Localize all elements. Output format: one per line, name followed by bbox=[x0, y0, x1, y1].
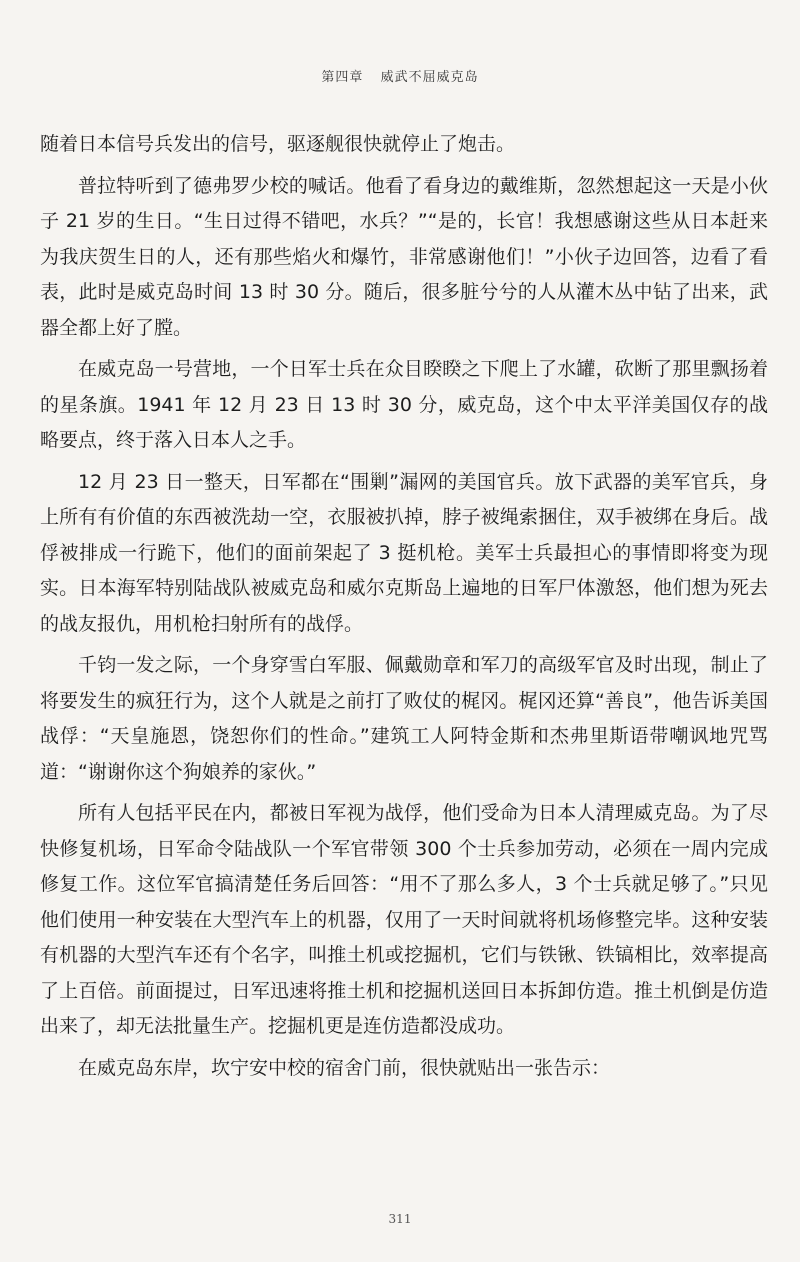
page-number: 311 bbox=[388, 1212, 412, 1226]
paragraph-continuation: 随着日本信号兵发出的信号，驱逐舰很快就停止了炮击。 bbox=[40, 133, 516, 155]
body-text bbox=[40, 127, 768, 1092]
paragraph: 在威克岛东岸，坎宁安中校的宿舍门前，很快就贴出一张告示： bbox=[78, 1056, 611, 1079]
paragraph: 在威克岛一号营地，一个日军士兵在众目睽睽之下爬上了水罐，砍断了那里飘扬着的星条旗。1941 年 12 月 23 日 13 时 30 分，威克岛，这个中太平洋美国仅存的战略要点，终于落入日本人之手。 bbox=[40, 358, 768, 451]
paragraph: 所有人包括平民在内，都被日军视为战俘，他们受命为日本人清理威克岛。为了尽快修复机场，日军命令陆战队一个军官带领 300 个士兵参加劳动，必须在一周内完成修复工作。这位军官搞清楚任务后回答：“用不了那么多人，3 个士兵就足够了。”只见他们使用一种安装在大型汽车上的机器，仅用了一天时间就将机场修整完毕。这种安装有机器的大型汽车还有个名字，叫推土机或挖掘机，它们与铁锹、铁镐相比，效率提高了上百倍。前面提过，日军迅速将推土机和挖掘机送回日本拆卸仿造。推土机倒是仿造出来了，却无法批量生产。挖掘机更是连仿造都没成功。 bbox=[40, 802, 768, 1037]
chapter-title: 威武不屈威克岛 bbox=[380, 70, 479, 85]
running-header bbox=[0, 66, 800, 85]
paragraph: 12 月 23 日一整天，日军都在“围剿”漏网的美国官兵。放下武器的美军官兵，身上所有有价值的东西被洗劫一空，衣服被扒掉，脖子被绳索捆住，双手被绑在身后。战俘被排成一行跪下，他们的面前架起了 3 挺机枪。美军士兵最担心的事情即将变为现实。日本海军特别陆战队被威克岛和威尔克斯岛上遍地的日军尸体激怒，他们想为死去的战友报仇，用机枪扫射所有的战俘。 bbox=[40, 470, 768, 635]
chapter-number: 第四章 bbox=[321, 70, 364, 85]
paragraph: 普拉特听到了德弗罗少校的喊话。他看了看身边的戴维斯，忽然想起这一天是小伙子 21 岁的生日。“生日过得不错吧，水兵？”“是的，长官！我想感谢这些从日本赶来为我庆贺生日的人，还有那些焰火和爆竹，非常感谢他们！”小伙子边回答，边看了看表，此时是威克岛时间 13 时 30 分。随后，很多脏兮兮的人从灌木丛中钻了出来，武器全都上好了膛。 bbox=[40, 174, 768, 339]
paragraph: 千钧一发之际，一个身穿雪白军服、佩戴勋章和军刀的高级军官及时出现，制止了将要发生的疯狂行为，这个人就是之前打了败仗的梶冈。梶冈还算“善良”，他告诉美国战俘：“天皇施恩，饶恕你们的性命。”建筑工人阿特金斯和杰弗里斯语带嘲讽地咒骂道：“谢谢你这个狗娘养的家伙。” bbox=[40, 654, 768, 783]
